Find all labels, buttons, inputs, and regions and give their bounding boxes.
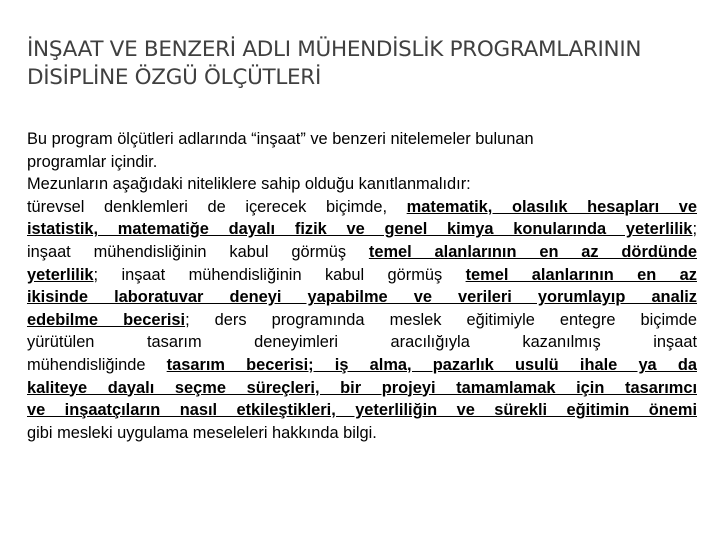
emphasis-core-areas-2: temel alanlarının en az [465, 265, 697, 284]
para-line-7 [27, 331, 697, 354]
para-line-11: gibi mesleki uygulama meseleleri hakkında bilgi. [27, 423, 377, 442]
para-text: inşaat mühendisliğinin kabul görmüş [27, 242, 369, 261]
para-line-10 [27, 399, 697, 422]
emphasis-design: tasarım becerisi; iş alma, pazarlık usulü ihale ya da [166, 355, 697, 374]
emphasis-design-cont: kaliteye dayalı seçme süreçleri, bir projeyi tamamlamak için tasarımcı [27, 378, 697, 397]
title-line-2: DİSİPLİNE ÖZGÜ ÖLÇÜTLERİ [27, 65, 321, 90]
para-text: mühendisliğinde [27, 355, 167, 374]
emphasis-lab-cont: edebilme becerisi [27, 310, 186, 329]
slide-title [27, 36, 697, 92]
para-text: ; ders programında meslek eğitimiyle entegre biçimde [185, 310, 697, 329]
emphasis-lab: ikisinde laboratuvar deneyi yapabilme ve verileri yorumlayıp analiz [27, 288, 697, 307]
para-line-5 [27, 286, 697, 309]
intro-line-2: programlar içindir. [27, 152, 158, 171]
para-text: yürütülen tasarım deneyimleri aracılığıyla kazanılmış inşaat [27, 333, 697, 352]
intro-paragraph [27, 128, 697, 196]
para-line-3 [27, 241, 697, 264]
para-line-4 [27, 264, 697, 287]
para-line-1 [27, 196, 697, 219]
emphasis-math-cont: istatistik, matematiğe dayalı fizik ve genel kimya konularında yeterlilik [27, 220, 693, 239]
para-text: türevsel denklemleri de içerecek biçimde, [27, 197, 407, 216]
para-line-2 [27, 218, 697, 241]
para-line-6 [27, 309, 697, 332]
para-text: ; inşaat mühendisliğinin kabul görmüş [93, 265, 466, 284]
para-text: ; [692, 220, 697, 239]
qualifications-paragraph [27, 196, 697, 445]
slide-body [27, 128, 697, 444]
para-line-8 [27, 354, 697, 377]
intro-line-3: Mezunların aşağıdaki niteliklere sahip olduğu kanıtlanmalıdır: [27, 175, 471, 194]
intro-line-1: Bu program ölçütleri adlarında “inşaat” ve benzeri nitelemeler bulunan [27, 130, 534, 148]
emphasis-design-cont-2: ve inşaatçıların nasıl etkileştikleri, yeterliliğin ve sürekli eğitimin önemi [27, 401, 697, 420]
emphasis-math: matematik, olasılık hesapları ve [406, 197, 697, 216]
emphasis-core-areas: temel alanlarının en az dördünde [368, 242, 697, 261]
para-line-9 [27, 377, 697, 400]
title-line-1: İNŞAAT VE BENZERİ ADLI MÜHENDİSLİK PROGRAMLARININ [27, 37, 642, 62]
emphasis-competence: yeterlilik [27, 265, 94, 284]
